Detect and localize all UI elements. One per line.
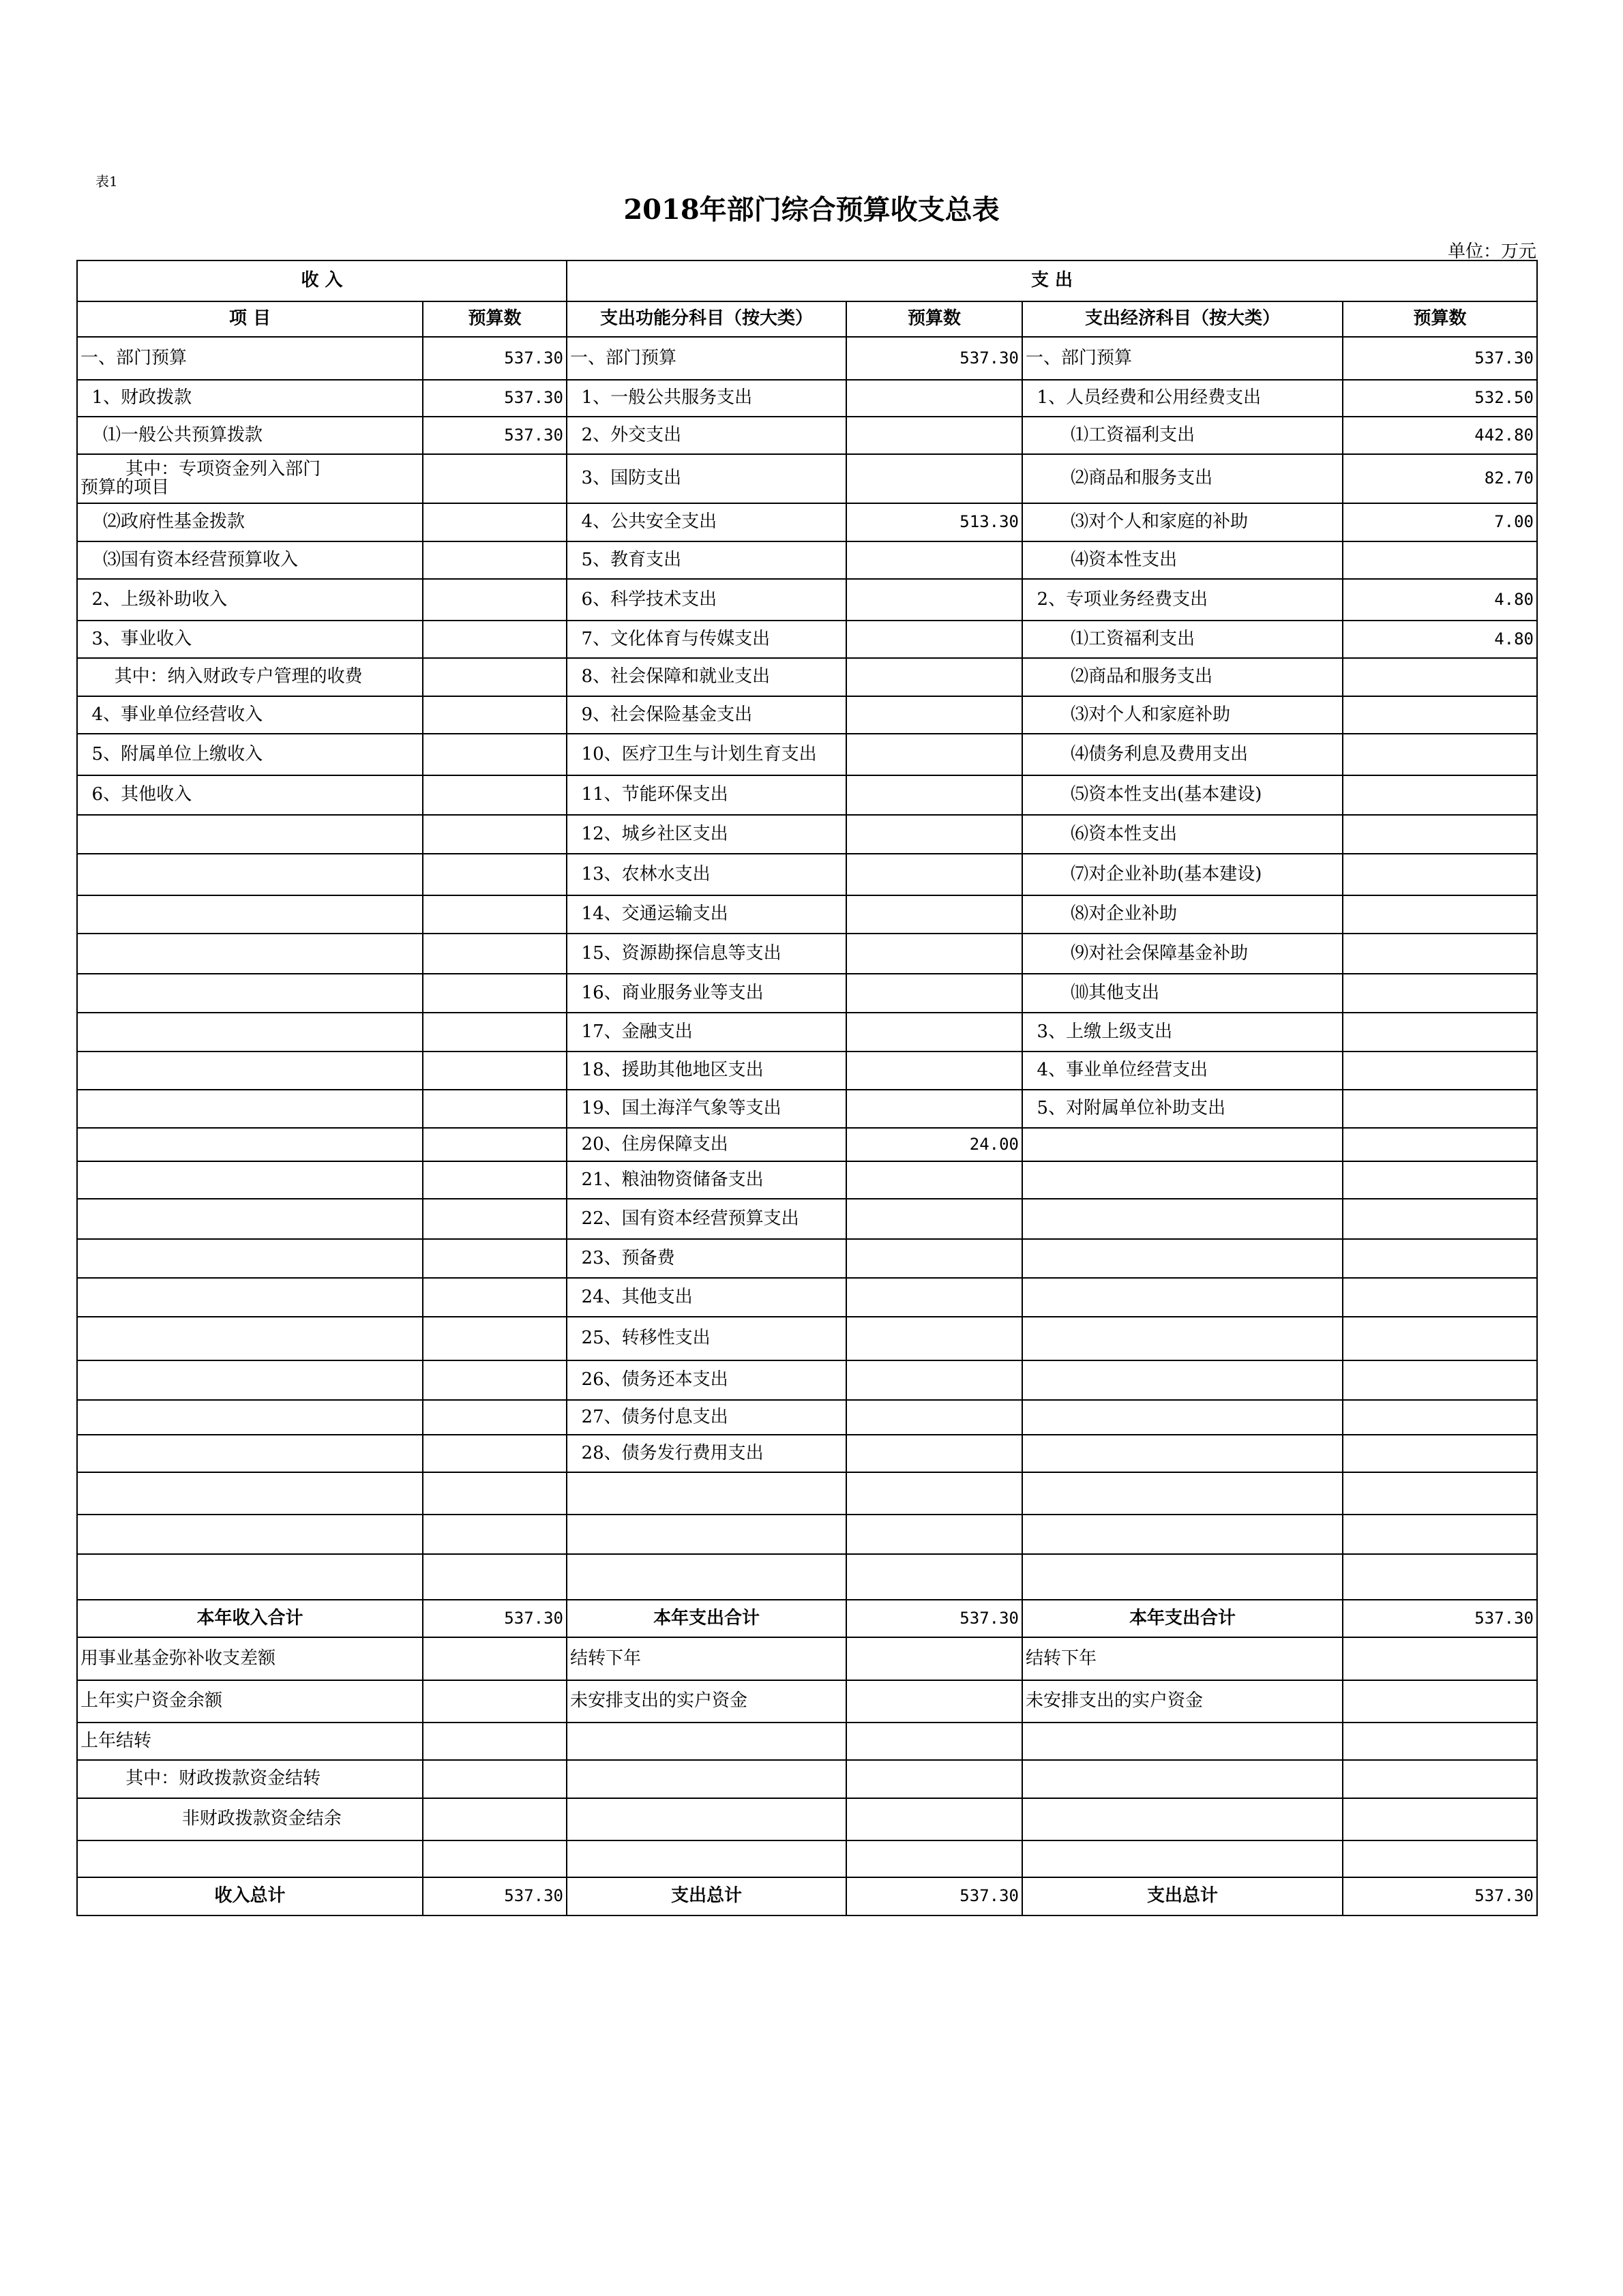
label-cell: ⑴工资福利支出 [1022,417,1343,454]
table-row [77,1278,1537,1317]
amount-cell [423,1472,567,1515]
amount-cell [846,1472,1022,1515]
amount-cell [1343,1515,1537,1554]
col-header-item: 项 目 [77,301,423,337]
label-cell [1022,1554,1343,1600]
table-row [77,503,1537,541]
table-row [77,337,1537,380]
amount-cell [1343,1760,1537,1798]
label-cell: 15、资源勘探信息等支出 [567,934,846,974]
table-row [77,541,1537,579]
amount-cell [423,1090,567,1128]
label-cell: 16、商业服务业等支出 [567,974,846,1013]
table-row [77,854,1537,895]
label-cell [567,1840,846,1877]
amount-cell [846,696,1022,734]
amount-cell: 537.30 [1343,1877,1537,1915]
amount-cell [846,1360,1022,1400]
amount-cell [1343,1798,1537,1840]
label-cell [1022,1760,1343,1798]
amount-cell [846,934,1022,974]
label-cell [77,1515,423,1554]
amount-cell [423,541,567,579]
label-cell: 本年支出合计 [1022,1600,1343,1637]
label-cell [567,1554,846,1600]
amount-cell [1343,1199,1537,1239]
table-row [77,454,1537,503]
label-cell: 支出总计 [567,1877,846,1915]
label-cell: 一、部门预算 [77,337,423,380]
label-cell: ⑴工资福利支出 [1022,621,1343,658]
label-cell: 3、事业收入 [77,621,423,658]
amount-cell [423,454,567,503]
amount-cell [423,1013,567,1052]
label-cell [1022,1128,1343,1161]
label-cell [77,1128,423,1161]
label-cell [77,1317,423,1360]
label-cell: 上年实户资金余额 [77,1680,423,1723]
column-header-row [77,301,1537,337]
label-cell: 未安排支出的实户资金 [567,1680,846,1723]
table-row [77,696,1537,734]
amount-cell [1343,1723,1537,1760]
label-cell [77,895,423,934]
label-cell [77,1052,423,1090]
amount-cell [846,1723,1022,1760]
label-cell: 12、城乡社区支出 [567,815,846,854]
label-cell: 26、债务还本支出 [567,1360,846,1400]
amount-cell [1343,974,1537,1013]
label-cell [1022,1515,1343,1554]
label-cell [1022,1723,1343,1760]
label-cell: 支出总计 [1022,1877,1343,1915]
label-cell [567,1515,846,1554]
label-cell [77,1161,423,1199]
amount-cell: 513.30 [846,503,1022,541]
label-cell: 结转下年 [567,1637,846,1680]
after-row [77,1680,1537,1723]
amount-cell [423,696,567,734]
label-cell: 1、一般公共服务支出 [567,380,846,417]
label-cell: 结转下年 [1022,1637,1343,1680]
amount-cell [1343,1013,1537,1052]
label-cell [1022,1199,1343,1239]
amount-cell [846,1317,1022,1360]
table-row [77,1472,1537,1515]
table-row [77,1360,1537,1400]
label-cell: 5、对附属单位补助支出 [1022,1090,1343,1128]
amount-cell [846,775,1022,815]
amount-cell: 537.30 [423,380,567,417]
col-header-function: 支出功能分科目（按大类） [567,301,846,337]
label-cell: 7、文化体育与传媒支出 [567,621,846,658]
label-cell: 25、转移性支出 [567,1317,846,1360]
amount-cell [423,1435,567,1472]
amount-cell: 537.30 [423,1877,567,1915]
label-cell: 2、上级补助收入 [77,579,423,621]
amount-cell [846,380,1022,417]
label-cell [77,1472,423,1515]
label-cell: 3、上缴上级支出 [1022,1013,1343,1052]
table-row [77,775,1537,815]
amount-cell [846,815,1022,854]
amount-cell [1343,1052,1537,1090]
amount-cell [423,1161,567,1199]
label-cell: ⑼对社会保障基金补助 [1022,934,1343,974]
table-row [77,1013,1537,1052]
label-cell: 4、事业单位经营收入 [77,696,423,734]
label-cell [1022,1435,1343,1472]
table-row [77,1199,1537,1239]
expense-section-header: 支 出 [567,260,1537,301]
label-cell: 23、预备费 [567,1239,846,1278]
col-header-budget-3: 预算数 [1343,301,1537,337]
amount-cell [423,1360,567,1400]
amount-cell [846,658,1022,696]
budget-table [76,260,1538,1916]
label-cell: 一、部门预算 [1022,337,1343,380]
amount-cell [846,1090,1022,1128]
amount-cell [846,1400,1022,1435]
amount-cell: 537.30 [423,337,567,380]
amount-cell [423,579,567,621]
label-cell [77,854,423,895]
table-row [77,1090,1537,1128]
label-cell [77,1239,423,1278]
amount-cell [423,503,567,541]
label-cell [77,815,423,854]
label-cell: 1、财政拨款 [77,380,423,417]
amount-cell [846,1515,1022,1554]
label-cell: 28、债务发行费用支出 [567,1435,846,1472]
label-cell: 用事业基金弥补收支差额 [77,1637,423,1680]
amount-cell: 7.00 [1343,503,1537,541]
after-row [77,1637,1537,1680]
amount-cell [423,1554,567,1600]
label-cell: 18、援助其他地区支出 [567,1052,846,1090]
section-header-row [77,260,1537,301]
label-cell: ⑺对企业补助(基本建设) [1022,854,1343,895]
label-cell: 4、事业单位经营支出 [1022,1052,1343,1090]
amount-cell: 537.30 [1343,1600,1537,1637]
label-cell: 本年支出合计 [567,1600,846,1637]
amount-cell [423,1199,567,1239]
amount-cell [1343,1554,1537,1600]
amount-cell [1343,1278,1537,1317]
amount-cell [1343,934,1537,974]
label-cell [567,1760,846,1798]
label-cell [77,1199,423,1239]
amount-cell [846,454,1022,503]
amount-cell [423,1798,567,1840]
table-row [77,734,1537,775]
table-row [77,621,1537,658]
amount-cell [1343,1400,1537,1435]
after-row [77,1798,1537,1840]
amount-cell [1343,815,1537,854]
label-cell [1022,1239,1343,1278]
amount-cell [423,1840,567,1877]
table-row [77,815,1537,854]
table-row [77,579,1537,621]
amount-cell [423,1278,567,1317]
label-cell: ⑵商品和服务支出 [1022,658,1343,696]
label-cell: 3、国防支出 [567,454,846,503]
label-cell [1022,1317,1343,1360]
table-number-tag: 表1 [95,173,118,190]
label-cell [77,1360,423,1400]
label-cell: 未安排支出的实户资金 [1022,1680,1343,1723]
amount-cell [846,1760,1022,1798]
table-row [77,1515,1537,1554]
label-cell: 20、住房保障支出 [567,1128,846,1161]
amount-cell [846,1680,1022,1723]
label-cell: 非财政拨款资金结余 [77,1798,423,1840]
table-row [77,1554,1537,1600]
amount-cell: 537.30 [423,417,567,454]
label-cell [77,1278,423,1317]
amount-cell [1343,1128,1537,1161]
amount-cell [423,934,567,974]
amount-cell [423,1723,567,1760]
amount-cell [423,815,567,854]
label-cell: 8、社会保障和就业支出 [567,658,846,696]
amount-cell [846,579,1022,621]
amount-cell [846,541,1022,579]
table-row [77,1317,1537,1360]
table-row [77,1239,1537,1278]
table-row [77,417,1537,454]
amount-cell [846,1199,1022,1239]
after-row [77,1840,1537,1877]
label-cell: ⑶国有资本经营预算收入 [77,541,423,579]
label-cell: 19、国土海洋气象等支出 [567,1090,846,1128]
label-cell [1022,1360,1343,1400]
amount-cell [846,1554,1022,1600]
page-title: 2018年部门综合预算收支总表 [623,194,1000,226]
amount-cell [423,734,567,775]
label-cell: ⑻对企业补助 [1022,895,1343,934]
amount-cell [423,1317,567,1360]
label-cell: 其中：财政拨款资金结转 [77,1760,423,1798]
label-cell: 22、国有资本经营预算支出 [567,1199,846,1239]
label-cell: ⑴一般公共预算拨款 [77,417,423,454]
label-cell [1022,1840,1343,1877]
amount-cell [1343,1637,1537,1680]
label-cell [1022,1400,1343,1435]
table-row [77,380,1537,417]
amount-cell: 537.30 [1343,337,1537,380]
label-cell: 一、部门预算 [567,337,846,380]
label-cell [1022,1161,1343,1199]
label-cell [567,1723,846,1760]
table-row [77,1400,1537,1435]
label-cell [77,1435,423,1472]
amount-cell [846,1239,1022,1278]
label-cell: 9、社会保险基金支出 [567,696,846,734]
amount-cell [423,1515,567,1554]
label-cell: 24、其他支出 [567,1278,846,1317]
table-row [77,895,1537,934]
amount-cell: 82.70 [1343,454,1537,503]
amount-cell [1343,541,1537,579]
total-row [77,1600,1537,1637]
amount-cell [846,974,1022,1013]
label-cell [77,1554,423,1600]
amount-cell [846,1052,1022,1090]
col-header-budget: 预算数 [423,301,567,337]
label-cell: 5、教育支出 [567,541,846,579]
label-cell: 5、附属单位上缴收入 [77,734,423,775]
amount-cell: 537.30 [846,1877,1022,1915]
amount-cell [1343,1239,1537,1278]
amount-cell [1343,1161,1537,1199]
label-cell [567,1798,846,1840]
amount-cell: 442.80 [1343,417,1537,454]
label-cell: 其中：纳入财政专户管理的收费 [77,658,423,696]
label-cell: ⑽其他支出 [1022,974,1343,1013]
amount-cell [423,854,567,895]
amount-cell [1343,1472,1537,1515]
amount-cell [846,734,1022,775]
after-row [77,1760,1537,1798]
amount-cell [1343,1435,1537,1472]
amount-cell [1343,1360,1537,1400]
label-cell: 21、粮油物资储备支出 [567,1161,846,1199]
amount-cell: 4.80 [1343,621,1537,658]
amount-cell: 537.30 [846,1600,1022,1637]
amount-cell: 537.30 [846,337,1022,380]
label-cell: 14、交通运输支出 [567,895,846,934]
amount-cell [1343,1680,1537,1723]
amount-cell [423,1239,567,1278]
amount-cell [846,1161,1022,1199]
label-cell: ⑵商品和服务支出 [1022,454,1343,503]
amount-cell [846,621,1022,658]
label-cell: 17、金融支出 [567,1013,846,1052]
amount-cell [846,1435,1022,1472]
label-cell: 6、科学技术支出 [567,579,846,621]
label-cell: ⑷资本性支出 [1022,541,1343,579]
amount-cell [846,854,1022,895]
amount-cell [846,895,1022,934]
amount-cell: 4.80 [1343,579,1537,621]
amount-cell [846,1798,1022,1840]
label-cell [567,1472,846,1515]
label-cell: ⑶对个人和家庭的补助 [1022,503,1343,541]
amount-cell [423,1760,567,1798]
label-cell: 4、公共安全支出 [567,503,846,541]
amount-cell: 24.00 [846,1128,1022,1161]
amount-cell [423,1052,567,1090]
label-cell [77,1090,423,1128]
table-row [77,1052,1537,1090]
amount-cell [846,1637,1022,1680]
label-cell: 1、人员经费和公用经费支出 [1022,380,1343,417]
amount-cell [1343,1840,1537,1877]
amount-cell [423,1680,567,1723]
amount-cell [846,1278,1022,1317]
amount-cell [423,621,567,658]
table-row [77,1128,1537,1161]
after-row [77,1723,1537,1760]
label-cell [1022,1278,1343,1317]
amount-cell [1343,734,1537,775]
label-cell: ⑵政府性基金拨款 [77,503,423,541]
label-cell [77,974,423,1013]
amount-cell [846,417,1022,454]
label-cell [1022,1472,1343,1515]
amount-cell [1343,1090,1537,1128]
label-cell: 本年收入合计 [77,1600,423,1637]
amount-cell [423,974,567,1013]
amount-cell [423,775,567,815]
amount-cell: 532.50 [1343,380,1537,417]
amount-cell [423,1400,567,1435]
label-cell [77,1840,423,1877]
grand-total-row [77,1877,1537,1915]
amount-cell [1343,775,1537,815]
table-row [77,1435,1537,1472]
amount-cell [1343,854,1537,895]
amount-cell: 537.30 [423,1600,567,1637]
label-cell: ⑷债务利息及费用支出 [1022,734,1343,775]
col-header-budget-2: 预算数 [846,301,1022,337]
amount-cell [846,1840,1022,1877]
label-cell: 6、其他收入 [77,775,423,815]
table-row [77,1161,1537,1199]
amount-cell [1343,1317,1537,1360]
amount-cell [1343,895,1537,934]
label-cell: 其中：专项资金列入部门 预算的项目 [77,454,423,503]
label-cell: 2、外交支出 [567,417,846,454]
label-cell: 27、债务付息支出 [567,1400,846,1435]
label-cell: 13、农林水支出 [567,854,846,895]
amount-cell [1343,658,1537,696]
unit-label: 单位：万元 [1447,241,1536,262]
income-section-header: 收 入 [77,260,567,301]
label-cell: 11、节能环保支出 [567,775,846,815]
col-header-economic: 支出经济科目（按大类） [1022,301,1343,337]
label-cell [77,1400,423,1435]
amount-cell [423,1128,567,1161]
label-cell: 收入总计 [77,1877,423,1915]
label-cell: 10、医疗卫生与计划生育支出 [567,734,846,775]
amount-cell [423,1637,567,1680]
table-row [77,974,1537,1013]
label-cell: 2、专项业务经费支出 [1022,579,1343,621]
label-cell [77,1013,423,1052]
table-row [77,658,1537,696]
label-cell: ⑸资本性支出(基本建设) [1022,775,1343,815]
amount-cell [1343,696,1537,734]
label-cell: ⑹资本性支出 [1022,815,1343,854]
table-row [77,934,1537,974]
label-cell [77,934,423,974]
label-cell: 上年结转 [77,1723,423,1760]
amount-cell [423,658,567,696]
amount-cell [423,895,567,934]
label-cell: ⑶对个人和家庭补助 [1022,696,1343,734]
amount-cell [846,1013,1022,1052]
label-cell [1022,1798,1343,1840]
